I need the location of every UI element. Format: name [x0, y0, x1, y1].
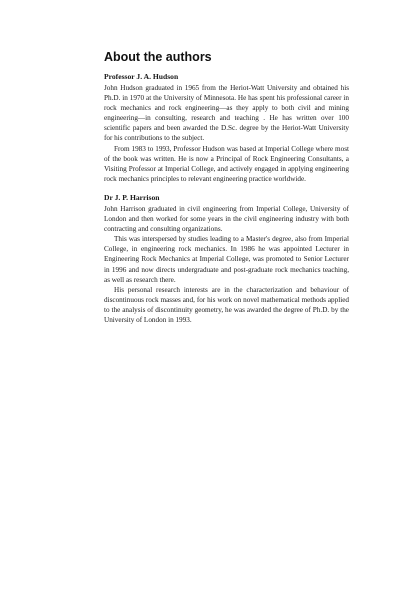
bio-paragraph: John Harrison graduated in civil engineering from Imperial College, University of London and then worked for some years in the civil engineering industry with both contracting and consulting organizations. [104, 204, 349, 234]
author-name: Dr J. P. Harrison [104, 192, 160, 202]
bio-paragraph: His personal research interests are in the characterization and behaviour of discontinuous rock masses and, for his work on novel mathematical methods applied to the analysis of discontinuity geometry, he was awarded the degree of Ph.D. by the University of London in 1993. [104, 285, 349, 324]
bio-paragraph: This was interspersed by studies leading to a Master's degree, also from Imperial College, in engineering rock mechanics. In 1986 he was appointed Lecturer in Engineering Rock Mechanics at Imperial College, was promoted to Senior Lecturer in 1996 and now directs undergraduate and post-graduate rock mechanics teaching, as well as research there. [104, 235, 349, 284]
author-name: Professor J. A. Hudson [104, 72, 179, 81]
page-content [104, 50, 349, 325]
bio-paragraph: From 1983 to 1993, Professor Hudson was based at Imperial College where most of the book was written. He is now a Principal of Rock Engineering Consultants, a Visiting Professor at Imperial College, and actively engaged in applying engineering rock mechanics principles to relevant engineering practice worldwide. [104, 144, 349, 183]
section-heading: About the authors [104, 50, 212, 64]
author-bio-hudson [104, 72, 349, 184]
author-bio-harrison [104, 193, 349, 325]
bio-paragraph: John Hudson graduated in 1965 from the Heriot-Watt University and obtained his Ph.D. in 1970 at the University of Minnesota. He has spent his professional career in rock mechanics and rock engineering—as they apply to both civil and mining engineering—in consulting, research and teaching . He has written over 100 scientific papers and been awarded the D.Sc. degree by the Heriot-Watt University for his contributions to the subject. [104, 84, 349, 143]
